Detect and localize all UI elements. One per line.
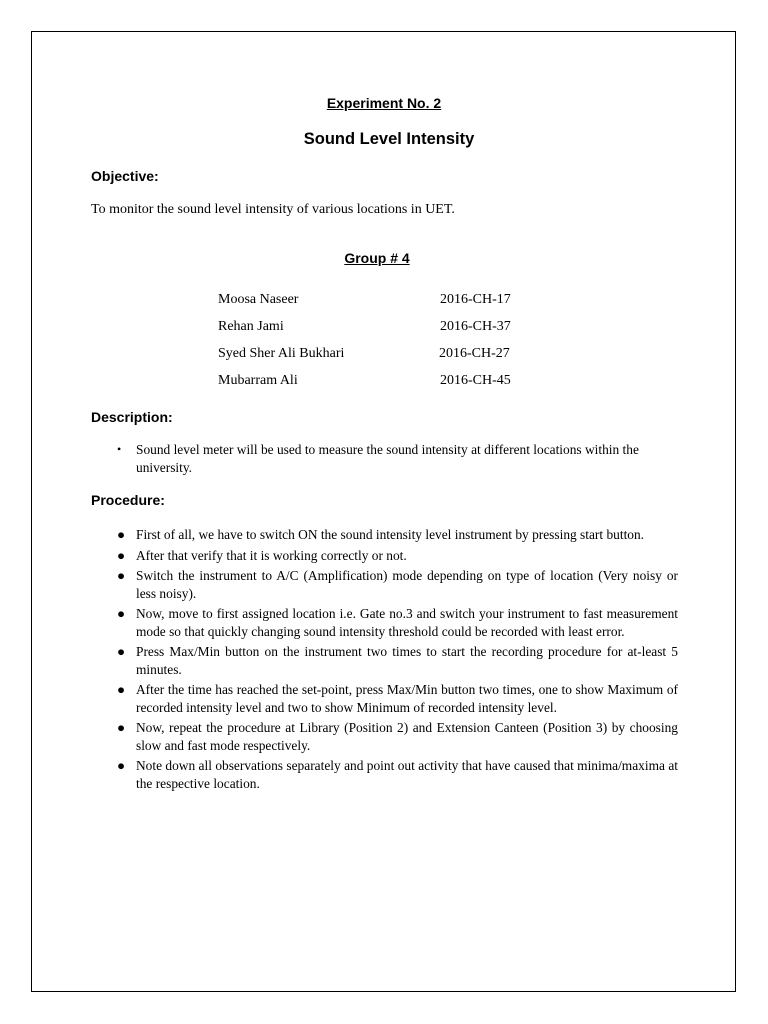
bullet-icon: ●: [117, 682, 126, 697]
member-name: Syed Sher Ali Bukhari: [218, 346, 345, 361]
bullet-icon: ●: [117, 758, 126, 773]
objective-text: To monitor the sound level intensity of various locations in UET.: [91, 202, 455, 217]
objective-heading: Objective:: [91, 168, 159, 184]
list-item: [117, 547, 678, 565]
list-item: [117, 681, 678, 716]
list-item-text: Sound level meter will be used to measure the sound intensity at different locations within the university.: [136, 442, 639, 475]
bullet-icon: ●: [117, 644, 126, 659]
bullet-icon: ●: [117, 527, 126, 542]
list-item: [117, 526, 678, 544]
bullet-icon: ●: [117, 720, 126, 735]
member-id: 2016-CH-17: [440, 292, 511, 307]
description-list: [117, 441, 662, 476]
list-item-text: Note down all observations separately and point out activity that have caused that minima/maxima at the respective location.: [136, 758, 678, 791]
member-name: Mubarram Ali: [218, 373, 298, 388]
member-id: 2016-CH-45: [440, 373, 511, 388]
list-item: [117, 643, 678, 678]
member-name: Rehan Jami: [218, 319, 284, 334]
list-item: [117, 567, 678, 602]
bullet-icon: •: [117, 442, 122, 456]
list-item: [117, 605, 678, 640]
list-item-text: First of all, we have to switch ON the sound intensity level instrument by pressing start button.: [136, 527, 645, 542]
list-item: [117, 441, 662, 476]
bullet-icon: ●: [117, 547, 126, 563]
document-title: Sound Level Intensity: [303, 130, 475, 148]
experiment-title: Experiment No. 2: [326, 95, 442, 111]
group-heading: Group # 4: [344, 250, 410, 266]
list-item-text: Press Max/Min button on the instrument two times to start the recording procedure for at-least 5 minutes.: [136, 644, 678, 677]
list-item-text: After the time has reached the set-point, press Max/Min button two times, one to show Maximum of recorded intensity level and two to show Minimum of recorded intensity level.: [136, 682, 678, 715]
procedure-heading: Procedure:: [91, 492, 165, 508]
procedure-list: [117, 526, 678, 795]
list-item-text: Switch the instrument to A/C (Amplification) mode depending on type of location (Very noisy or less noisy).: [136, 568, 678, 601]
bullet-icon: ●: [117, 568, 126, 583]
bullet-icon: ●: [117, 606, 126, 621]
list-item: [117, 757, 678, 792]
member-id: 2016-CH-37: [440, 319, 511, 334]
member-id: 2016-CH-27: [439, 346, 510, 361]
member-name: Moosa Naseer: [218, 292, 299, 307]
list-item-text: Now, repeat the procedure at Library (Position 2) and Extension Canteen (Position 3) by choosing slow and fast mode respectively.: [136, 720, 678, 753]
list-item-text: After that verify that it is working correctly or not.: [136, 547, 407, 563]
list-item-text: Now, move to first assigned location i.e. Gate no.3 and switch your instrument to fast measurement mode so that quickly changing sound intensity threshold could be recorded with least error.: [136, 606, 678, 639]
list-item: [117, 719, 678, 754]
description-heading: Description:: [91, 409, 173, 425]
